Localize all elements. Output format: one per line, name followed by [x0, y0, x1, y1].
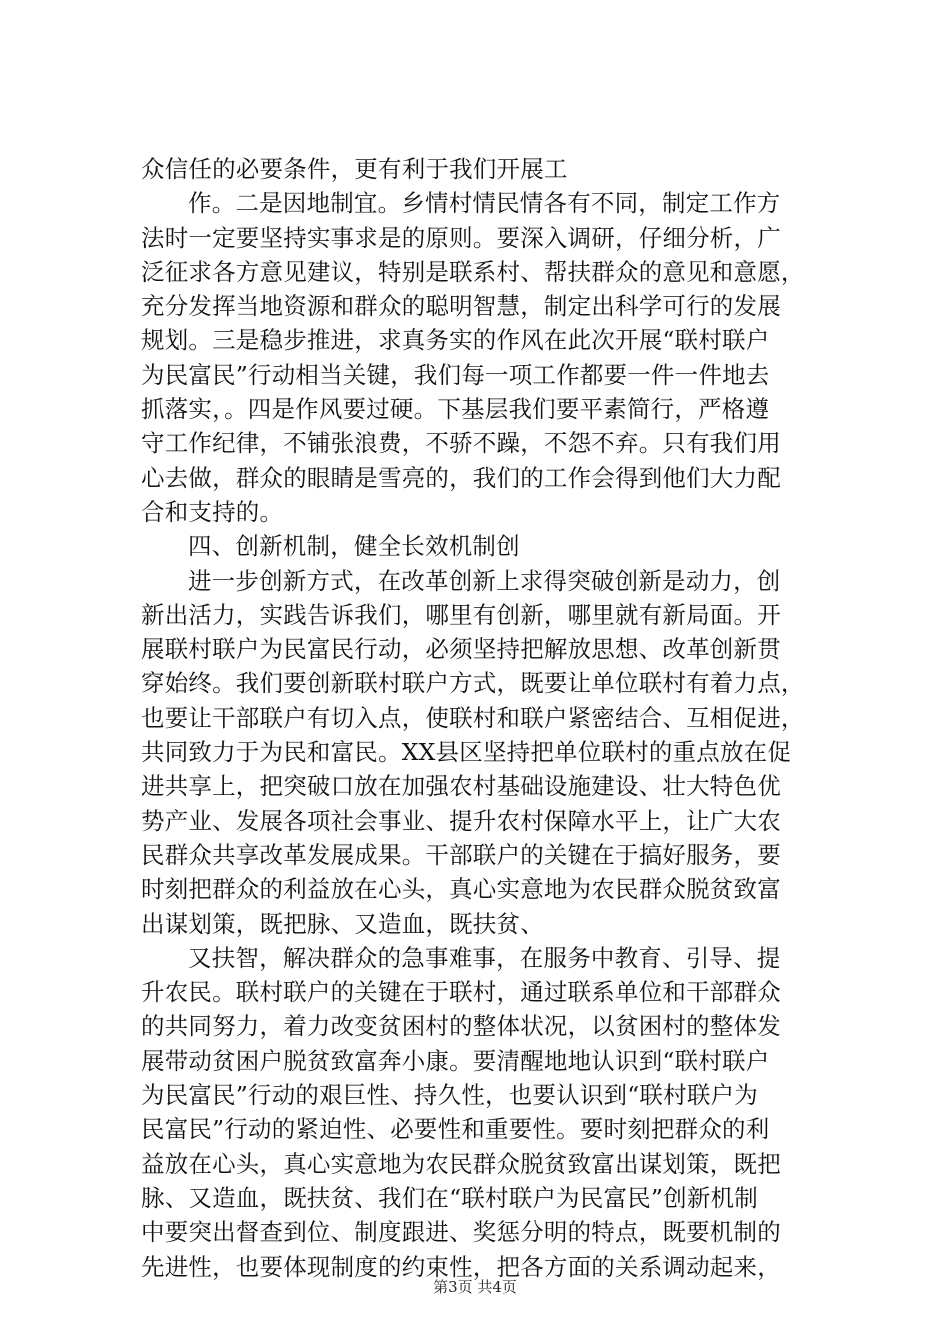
text-line: 时刻把群众的利益放在心头，真心实意地为农民群众脱贫致富	[141, 875, 781, 904]
text-line: 的共同努力，着力改变贫困村的整体状况，以贫困村的整体发	[141, 1012, 781, 1041]
text-line: 守工作纪律，不铺张浪费，不骄不躁，不怨不弃。只有我们用	[141, 429, 781, 458]
text-line: 法时一定要坚持实事求是的原则。要深入调研，仔细分析，广	[141, 223, 781, 252]
text-line: 穿始终。我们要创新联村联户方式，既要让单位联村有着力点，	[141, 669, 805, 698]
text-line: 也要让干部联户有切入点，使联村和联户紧密结合、互相促进，	[141, 703, 805, 732]
text-line: 出谋划策，既把脉、又造血，既扶贫、	[141, 909, 544, 938]
text-line: 心去做，群众的眼睛是雪亮的，我们的工作会得到他们大力配	[141, 463, 781, 492]
text-line: 势产业、发展各项社会事业、提升农村保障水平上，让广大农	[141, 806, 781, 835]
text-line: 规划。三是稳步推进，求真务实的作风在此次开展“联村联户	[141, 326, 770, 355]
section-heading: 四、创新机制，健全长效机制创	[188, 532, 520, 561]
text-line: 众信任的必要条件，更有利于我们开展工	[141, 155, 568, 183]
text-line: 为民富民”行动的艰巨性、持久性，也要认识到“联村联户为	[141, 1081, 758, 1110]
text-line: 民群众共享改革发展成果。干部联户的关键在于搞好服务，要	[141, 840, 781, 869]
text-line: 展联村联户为民富民行动，必须坚持把解放思想、改革创新贯	[141, 635, 781, 664]
body-text	[141, 152, 841, 1284]
text-line: 脉、又造血，既扶贫、我们在“联村联户为民富民”创新机制	[141, 1183, 758, 1212]
text-line: 展带动贫困户脱贫致富奔小康。要清醒地地认识到“联村联户	[141, 1046, 770, 1075]
text-line: 进共享上，把突破口放在加强农村基础设施建设、壮大特色优	[141, 772, 781, 801]
page-footer: 第3页 共4页	[433, 1278, 517, 1296]
text-line: 中要突出督查到位、制度跟进、奖惩分明的特点，既要机制的	[141, 1218, 781, 1247]
text-line: 新出活力，实践告诉我们，哪里有创新，哪里就有新局面。开	[141, 600, 781, 629]
text-line: 充分发挥当地资源和群众的聪明智慧，制定出科学可行的发展	[141, 292, 781, 321]
text-line: 合和支持的。	[141, 497, 284, 526]
text-line: 又扶智，解决群众的急事难事，在服务中教育、引导、提	[188, 943, 781, 972]
text-line: 共同致力于为民和富民。XX县区坚持把单位联村的重点放在促	[141, 738, 792, 767]
text-line: 进一步创新方式，在改革创新上求得突破创新是动力，创	[188, 566, 781, 595]
text-line: 先进性，也要体现制度的约束性，把各方面的关系调动起来，	[141, 1252, 781, 1281]
text-line: 益放在心头，真心实意地为农民群众脱贫致富出谋划策，既把	[141, 1149, 781, 1178]
text-line: 泛征求各方意见建议，特别是联系村、帮扶群众的意见和意愿，	[141, 257, 805, 286]
text-line: 民富民”行动的紧迫性、必要性和重要性。要时刻把群众的利	[141, 1115, 770, 1144]
text-line: 为民富民”行动相当关键，我们每一项工作都要一件一件地去	[141, 360, 770, 389]
text-line: 作。二是因地制宜。乡情村情民情各有不同，制定工作方	[188, 189, 781, 218]
text-line: 抓落实，。四是作风要过硬。下基层我们要平素简行，严格遵	[141, 395, 770, 424]
text-line: 升农民。联村联户的关键在于联村，通过联系单位和干部群众	[141, 978, 781, 1007]
